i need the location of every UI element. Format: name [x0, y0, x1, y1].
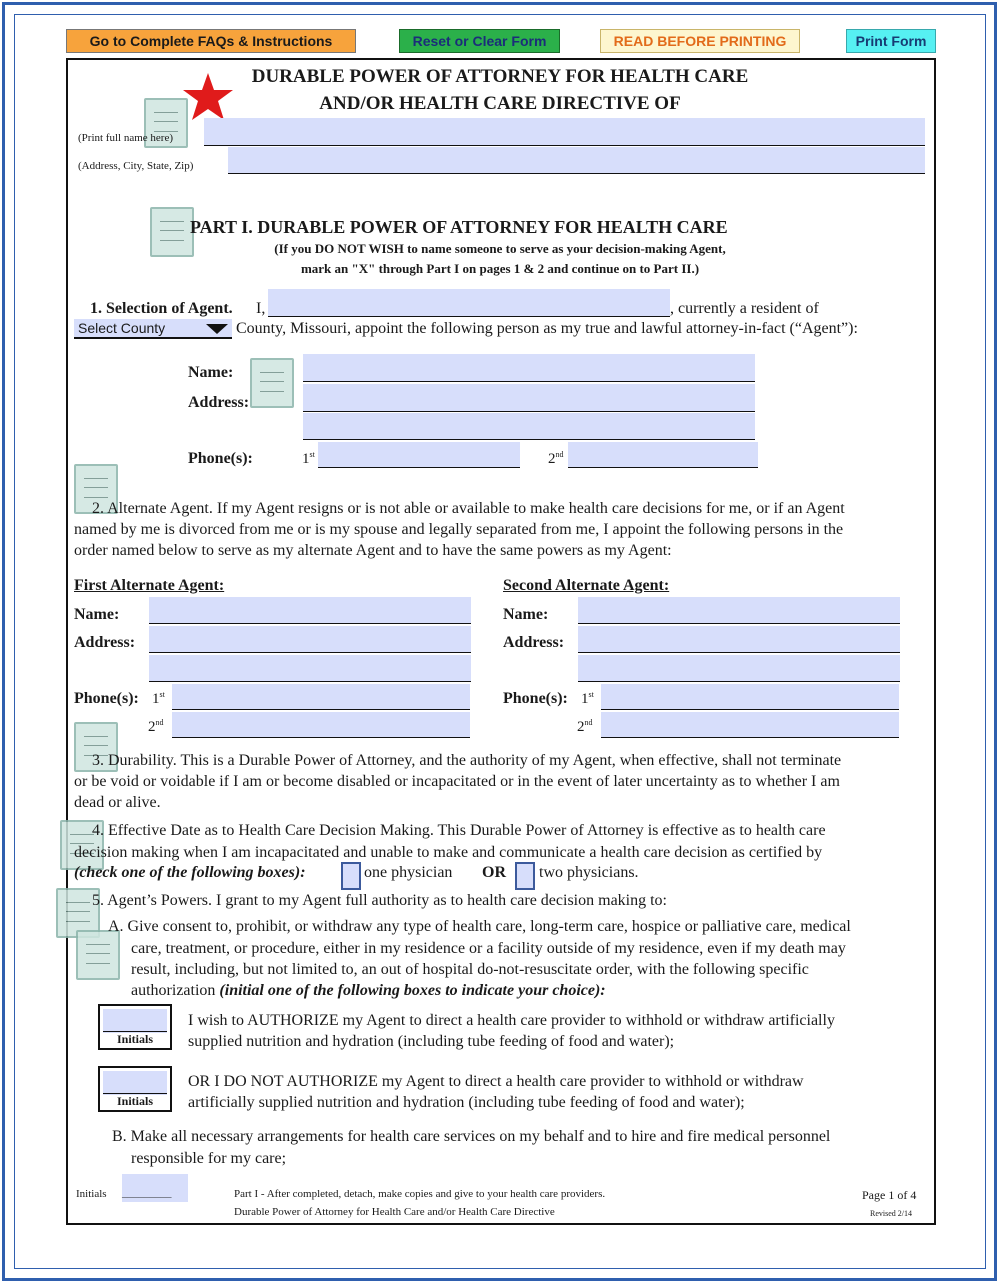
first-alt-name-field[interactable] [149, 597, 471, 624]
print-form-button[interactable]: Print Form [846, 29, 936, 53]
read-before-printing-button[interactable]: READ BEFORE PRINTING [600, 29, 800, 53]
authorize-line2: supplied nutrition and hydration (including tube feeding of food and water); [188, 1033, 675, 1050]
effective-date-line2: decision making when I am incapacitated and unable to make and communicate a health care decision as certified by [74, 844, 823, 861]
power-a-line1: A. Give consent to, prohibit, or withdraw any type of health care, long-term care, hospice or palliative care, medical [108, 918, 851, 935]
county-select[interactable] [74, 319, 232, 339]
second-alternate-heading: Second Alternate Agent: [503, 577, 670, 594]
red-star-icon [181, 71, 235, 123]
first-alt-name-label: Name: [74, 606, 120, 623]
resident-text: , currently a resident of [670, 300, 819, 317]
footer-note-line2: Durable Power of Attorney for Health Care and/or Health Care Directive [234, 1206, 555, 1218]
page-title: DURABLE POWER OF ATTORNEY FOR HEALTH CARE [251, 66, 749, 87]
two-physicians-label: two physicians. [539, 864, 639, 881]
authorize-line1: I wish to AUTHORIZE my Agent to direct a health care provider to withhold or withdraw artificially [188, 1012, 835, 1029]
i-label: I, [256, 300, 266, 317]
power-a-line4: authorization (initial one of the following boxes to indicate your choice): [131, 982, 606, 999]
power-a-line3: result, including, but not limited to, an out of hospital do-not-resuscitate order, with the following specific [131, 961, 809, 978]
two-physicians-checkbox[interactable] [515, 862, 535, 890]
first-alt-phone2-field[interactable] [172, 712, 470, 738]
power-b-line2: responsible for my care; [131, 1150, 287, 1167]
chevron-down-icon [206, 324, 228, 334]
second-alt-phone-label: Phone(s): [503, 690, 568, 707]
agent-phone1-field[interactable] [318, 442, 520, 468]
page-subtitle: AND/OR HEALTH CARE DIRECTIVE OF [319, 93, 681, 114]
power-a-line2: care, treatment, or procedure, either in my residence or a facility outside of my residence, even if my death may [131, 940, 846, 957]
agent-address-label: Address: [188, 394, 250, 411]
address-field[interactable] [228, 147, 925, 174]
address-label: (Address, City, State, Zip) [78, 160, 194, 172]
durability-line3: dead or alive. [74, 794, 161, 811]
agent-address-line1-field[interactable] [303, 384, 755, 412]
second-alt-address2-field[interactable] [578, 655, 900, 682]
agent-name-field[interactable] [303, 354, 755, 382]
first-alternate-heading: First Alternate Agent: [74, 577, 225, 594]
do-not-authorize-initials-box[interactable]: Initials [98, 1066, 172, 1112]
first-alt-phone1-field[interactable] [172, 684, 470, 710]
second-alt-phone2-field[interactable] [601, 712, 899, 738]
phone1-ordinal: 1st [302, 450, 315, 467]
county-select-value: Select County [78, 320, 166, 336]
do-not-authorize-line2: artificially supplied nutrition and hydration (including tube feeding of food and water); [188, 1094, 745, 1111]
effective-date-line1: 4. Effective Date as to Health Care Decision Making. This Durable Power of Attorney is effective as to health care [92, 822, 826, 839]
first-alt-address-label: Address: [74, 634, 136, 651]
sticky-note-icon[interactable] [150, 207, 194, 257]
second-alt-address-label: Address: [503, 634, 565, 651]
durability-line2: or be void or voidable if I am or become disabled or incapacitated or in the event of later uncertainty as to whether I am [74, 773, 840, 790]
second-alt-address1-field[interactable] [578, 626, 900, 653]
agent-address-line2-field[interactable] [303, 413, 755, 440]
agent-phone2-field[interactable] [568, 442, 758, 468]
footer-initials-label: Initials [76, 1188, 107, 1200]
appoint-text: County, Missouri, appoint the following person as my true and lawful attorney-in-fact (“Agent”): [236, 320, 858, 337]
agent-name-label: Name: [188, 364, 234, 381]
alternate-agent-line3: order named below to serve as my alternate Agent and to have the same powers as my Agent: [74, 542, 672, 559]
first-alt-phone1-ordinal: 1st [152, 690, 165, 707]
part1-heading: PART I. DURABLE POWER OF ATTORNEY FOR HEALTH CARE [190, 217, 728, 237]
part1-instruction-line2: mark an "X" through Part I on pages 1 & 2 and continue on to Part II.) [300, 261, 700, 276]
second-alt-phone1-ordinal: 1st [581, 690, 594, 707]
durability-line1: 3. Durability. This is a Durable Power of Attorney, and the authority of my Agent, when effective, shall not terminate [92, 752, 842, 769]
or-label: OR [482, 864, 506, 881]
first-alt-address1-field[interactable] [149, 626, 471, 653]
authorize-initials-box[interactable]: Initials [98, 1004, 172, 1050]
page-number: Page 1 of 4 [862, 1188, 917, 1202]
print-name-label: (Print full name here) [78, 132, 173, 144]
agent-powers-line: 5. Agent’s Powers. I grant to my Agent full authority as to health care decision making to: [92, 892, 667, 909]
faq-instructions-button[interactable]: Go to Complete FAQs & Instructions [66, 29, 356, 53]
do-not-authorize-line1: OR I DO NOT AUTHORIZE my Agent to direct a health care provider to withhold or withdraw [188, 1073, 804, 1090]
selection-of-agent-heading: 1. Selection of Agent. [90, 300, 233, 317]
one-physician-label: one physician [364, 864, 453, 881]
check-instruction: (check one of the following boxes): [74, 864, 306, 881]
first-alt-phone2-ordinal: 2nd [148, 718, 164, 735]
footer-initials-field[interactable]: _________ [122, 1174, 188, 1202]
part1-instruction-line1: (If you DO NOT WISH to name someone to serve as your decision-making Agent, [274, 241, 726, 256]
principal-name-field[interactable] [268, 289, 670, 317]
sticky-note-icon[interactable] [250, 358, 294, 408]
one-physician-checkbox[interactable] [341, 862, 361, 890]
agent-phone-label: Phone(s): [188, 450, 253, 467]
second-alt-name-field[interactable] [578, 597, 900, 624]
phone2-ordinal: 2nd [548, 450, 564, 467]
power-b-line1: B. Make all necessary arrangements for health care services on my behalf and to hire and fire medical personnel [112, 1128, 831, 1145]
second-alt-phone2-ordinal: 2nd [577, 718, 593, 735]
first-alt-phone-label: Phone(s): [74, 690, 139, 707]
second-alt-name-label: Name: [503, 606, 549, 623]
alternate-agent-line1: 2. Alternate Agent. If my Agent resigns or is not able or available to make health care decisions for me, or if an Agent [92, 500, 845, 517]
sticky-note-icon[interactable] [76, 930, 120, 980]
revised-date: Revised 2/14 [870, 1209, 912, 1218]
first-alt-address2-field[interactable] [149, 655, 471, 682]
full-name-field[interactable] [204, 118, 925, 146]
reset-form-button[interactable]: Reset or Clear Form [399, 29, 560, 53]
alternate-agent-line2: named by me is divorced from me or is my spouse and legally separated from me, I appoint the following persons in the [74, 521, 844, 538]
footer-note-line1: Part I - After completed, detach, make copies and give to your health care providers. [234, 1188, 606, 1200]
second-alt-phone1-field[interactable] [601, 684, 899, 710]
